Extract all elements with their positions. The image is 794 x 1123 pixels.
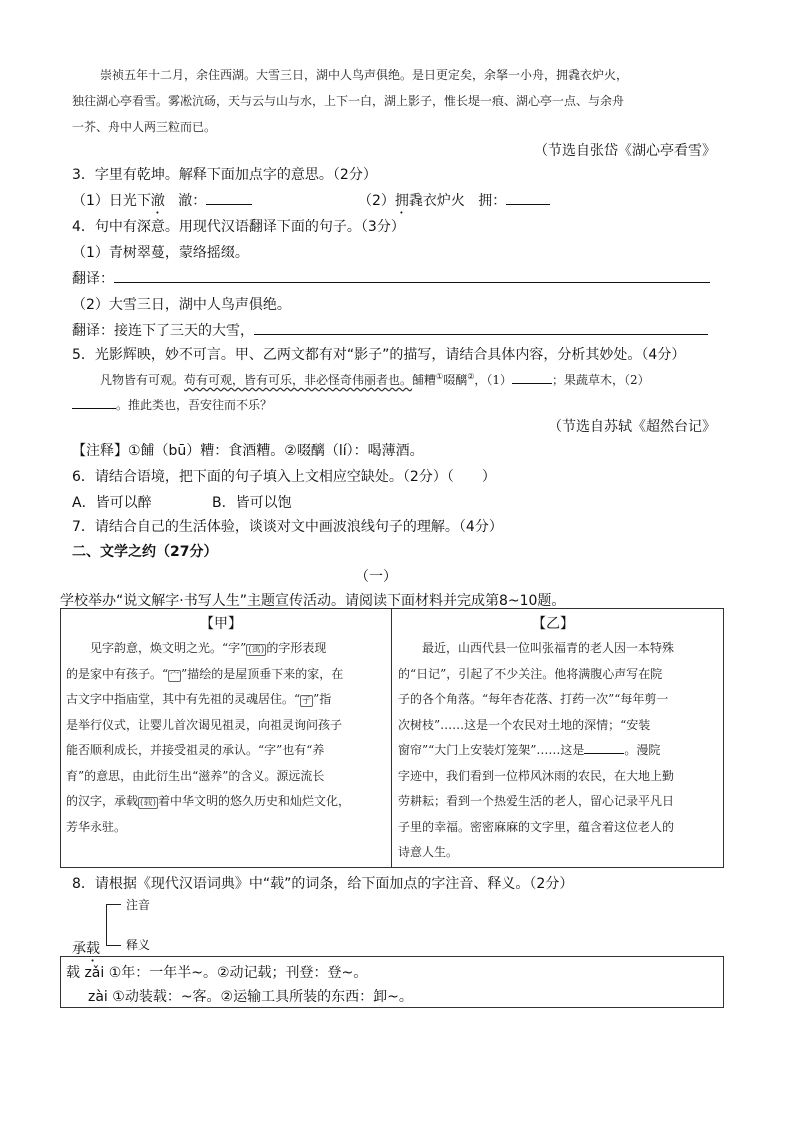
right-line-6: 字迹中，我们看到一位栉风沐雨的农民，在大地上勤 — [398, 768, 675, 783]
passage2-line1-b: 餔糟 — [412, 373, 437, 387]
passage2-line1-a: 凡物皆有可观。 — [100, 373, 185, 387]
left-line-2: 的是家中有孩子。“ 宀 ”描绘的是屋顶垂下来的家，在 — [66, 666, 344, 681]
q7-stem: 7．请结合自己的生活体验，谈谈对文中画波浪线句子的理解。（4分） — [72, 519, 503, 535]
note-ref-1: ① — [436, 372, 444, 381]
q8-word-a: 承 — [72, 941, 86, 957]
passage2-line1-e: ；果蔬草木，（2） — [552, 373, 650, 387]
q6-stem: 6．请结合语境，把下面的句子填入上文相应空缺处。（2分）（ ） — [72, 469, 496, 485]
right-line-8: 子里的幸福。密密麻麻的文字里，蕴含着这位老人的 — [398, 819, 675, 834]
note-ref-2: ② — [467, 372, 475, 381]
q4-translate2 — [72, 320, 708, 340]
q3-item2-rest: 毳衣炉火 — [408, 193, 465, 209]
table-divider — [391, 609, 392, 867]
section2-title: 二、文学之约（27分） — [72, 544, 218, 560]
section2-intro: 学校举办“说文解字·书写人生”主题宣传活动。请阅读下面材料并完成第8~10题。 — [60, 593, 566, 609]
left-line-4: 是举行仪式，让婴儿首次谒见祖灵，向祖灵询问孩子 — [66, 717, 343, 732]
left-line-8: 芳华永驻。 — [66, 819, 127, 834]
right-line-9: 诗意人生。 — [398, 845, 459, 859]
q3-item1-prefix: （1）日光下 — [72, 193, 151, 209]
right-line-5-a: 窗帘”“大门上安装灯笼架”……这是 — [398, 743, 585, 757]
q4-translate2-blank[interactable] — [254, 321, 708, 335]
passage2-wavy-sentence: 苟有可观，皆有可乐，非必怪奇伟丽者也。 — [184, 373, 413, 387]
q3-item1-answer-blank[interactable] — [206, 191, 252, 205]
table-answer-blank[interactable] — [584, 740, 624, 754]
q4-stem: 4．句中有深意。用现代汉语翻译下面的句子。（3分） — [72, 219, 405, 235]
dictionary-line-2: zài ①动装载：~客。②运输工具所装的东西：卸~。 — [88, 989, 413, 1005]
table-left-header: 【甲】 — [200, 616, 242, 632]
q8-branch-meaning: 释义 — [126, 938, 151, 952]
q3-stem: 3．字里有乾坤。解释下面加点字的意思。（2分） — [72, 167, 377, 183]
q8-stem: 8．请根据《现代汉语词典》中“载”的词条，给下面加点的字注音、释义。（2分） — [72, 876, 574, 892]
passage1-source: （节选自张岱《湖心亭看雪》 — [534, 143, 716, 159]
section2-subtitle: （一） — [355, 569, 397, 585]
right-line-5 — [398, 738, 718, 764]
q3-item2 — [358, 190, 550, 217]
q4-translate2-text: 翻译：接连下了三天的大雪， — [72, 323, 254, 339]
passage2-line1-c: 啜醨 — [443, 373, 468, 387]
passage2-blank-2[interactable] — [72, 395, 116, 409]
passage2-source: （节选自苏轼《超然台记》 — [548, 419, 716, 435]
q6-option-a[interactable]: A．皆可以醉 — [72, 495, 152, 511]
left-line-1: 见字韵意，焕文明之光。“字” (㝢) 的字形表现 — [66, 641, 327, 655]
q3-item1-label: 澈： — [178, 193, 207, 209]
passage2-blank-1[interactable] — [512, 370, 552, 384]
right-line-3: 子的各个角落。“每年杏花落、打药一次”“每年剪一 — [398, 692, 669, 706]
zi-child-glyph-icon: 孑 — [302, 696, 312, 706]
q3-item1 — [72, 190, 252, 217]
passage2-line1-d: ，（1） — [474, 373, 513, 387]
q8-branch-pinyin: 注音 — [126, 898, 151, 912]
left-line-5: 能否顺利成长，并接受祖灵的承认。“字”也有“养 — [66, 743, 325, 757]
zi-ancient-glyph-icon: (㝢) — [248, 645, 265, 655]
right-line-5-b: 。漫院 — [624, 743, 661, 757]
right-line-4: 次树枝”……这是一个农民对土地的深情；“安装 — [398, 717, 651, 732]
left-line-6: 育”的意思，由此衍生出“滋养”的含义。源远流长 — [66, 768, 325, 783]
notes: 【注释】①餔（bū）糟：食酒糟。②啜醨（lí）：喝薄酒。 — [72, 443, 424, 459]
q5-stem: 5．光影辉映，妙不可言。甲、乙两文都有对“影子”的描写，请结合具体内容，分析其妙处。（4分） — [72, 347, 686, 363]
zai-ancient-glyph-icon: (载) — [140, 798, 157, 808]
q3-item2-label: 拥： — [478, 193, 507, 209]
q6-option-b[interactable]: B．皆可以饱 — [212, 495, 292, 511]
q3-item2-dotted-char: 拥 — [394, 193, 409, 209]
right-line-7: 劳耕耘；看到一个热爱生活的老人，留心记录平凡日 — [398, 794, 675, 808]
q3-item2-answer-blank[interactable] — [506, 191, 550, 205]
right-line-1: 最近，山西代县一位叫张福青的老人因一本特殊 — [398, 641, 675, 655]
q4-item1: （1）青树翠蔓，蒙络摇缀。 — [72, 245, 249, 261]
mian-ancient-glyph-icon: 宀 — [170, 670, 180, 681]
passage2-line2 — [72, 395, 272, 413]
passage1-line3: 一芥、舟中人两三粒而已。 — [72, 120, 217, 134]
q4-translate1-blank[interactable] — [114, 269, 710, 283]
q8-bracket — [106, 904, 121, 946]
table-right-body — [398, 636, 718, 866]
passage2-line1 — [100, 370, 650, 388]
passage2-line2-tail: 。推此类也，吾安往而不乐？ — [116, 398, 273, 412]
table-left-body — [66, 636, 386, 840]
q3-item1-dotted-char: 澈 — [150, 193, 165, 209]
q4-item2: （2）大雪三日，湖中人鸟声俱绝。 — [72, 297, 291, 313]
passage1-line2: 独往湖心亭看雪。雾凇沆砀，天与云与山与水，上下一白，湖上影子，惟长堤一痕、湖心亭一点、与余舟 — [72, 94, 625, 108]
right-line-2: 的“日记”，引起了不少关注。他将满腹心声写在院 — [398, 666, 663, 681]
q8-word-dotted-char: 载 — [86, 941, 100, 957]
table-right-header: 【乙】 — [532, 616, 574, 632]
dictionary-line-1: 载 zǎi ①年：一年半~。②动记载；刊登：登~。 — [66, 965, 368, 981]
q4-translate1-label: 翻译： — [72, 271, 114, 287]
passage1-line1: 崇祯五年十二月，余住西湖。大雪三日，湖中人鸟声俱绝。是日更定矣，余拏一小舟，拥毳衣炉火， — [100, 68, 629, 82]
left-line-7: 的汉字，承载 (载) 着中华文明的悠久历史和灿烂文化， — [66, 794, 351, 808]
left-line-3: 古文字中指庙堂，其中有先祖的灵魂居住。“ 孑 ”指 — [66, 692, 332, 706]
q4-translate1 — [72, 268, 710, 288]
q3-item2-prefix: （2） — [358, 193, 395, 209]
